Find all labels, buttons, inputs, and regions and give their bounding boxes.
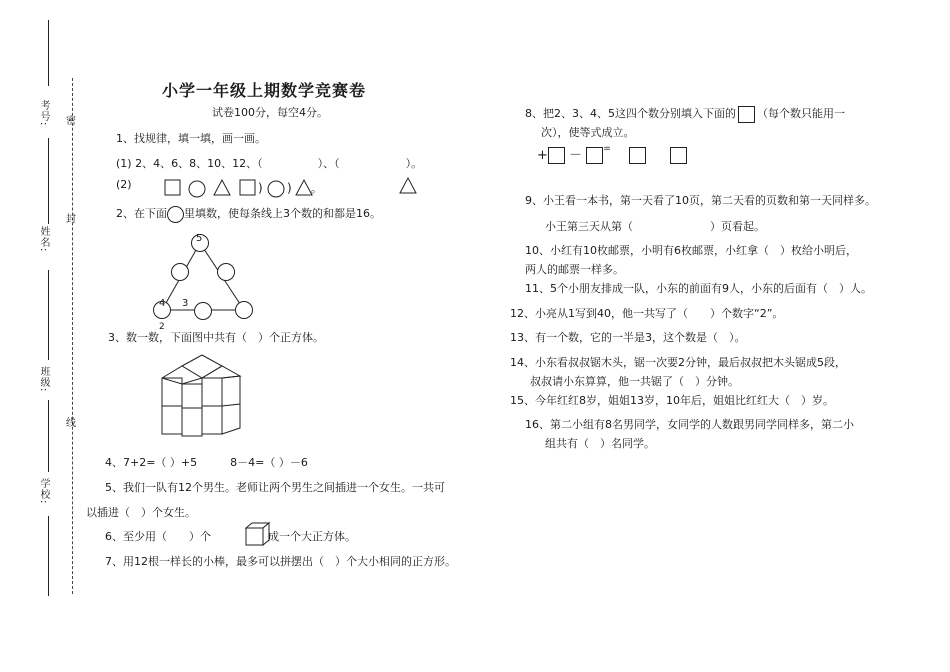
puzzle-number: 3: [182, 298, 189, 309]
puzzle-circle: [236, 302, 253, 319]
name-label: 姓名:: [38, 226, 49, 253]
q14-text-b: 叔叔请小东算算，他一共锯了（ ）分钟。: [530, 375, 739, 388]
binding-line: [48, 138, 49, 224]
q8-text: [525, 105, 845, 123]
binding-line-bottom: [48, 516, 49, 596]
equation-box: [548, 147, 565, 164]
binding-line: [48, 270, 49, 360]
q8-equation: [537, 144, 687, 164]
q13-text: 13、有一个数，它的一半是3，这个数是（ ）。: [510, 331, 746, 344]
q7-text: 7、用12根一样长的小棒，最多可以拼摆出（ ）个大小相同的正方形。: [105, 555, 456, 568]
q4-text: 4、7+2=（ ）+5 8－4=（ ）－6: [105, 456, 308, 469]
binding-line: [48, 400, 49, 472]
cube-stack-figure: [158, 352, 248, 442]
equation-box: [586, 147, 603, 164]
q2-text-a: 2、在下面: [116, 207, 167, 220]
q3-text: 3、数一数，下面图中共有（ ）个正方体。: [108, 331, 324, 344]
q5-text-b: 以插进（ ）个女生。: [86, 506, 196, 519]
svg-text:): ): [287, 181, 292, 195]
school-label: 学校:: [38, 478, 49, 505]
q1-1-text: (1) 2、4、6、8、10、12、（ ）、（ ）。: [116, 157, 423, 170]
triangle-puzzle: [150, 230, 260, 330]
equation-box: [670, 147, 687, 164]
q8-text-b: （每个数只能用一: [757, 107, 845, 120]
q12-text: 12、小亮从1写到40，他一共写了（ ）个数字“2”。: [510, 307, 784, 320]
circle-shape: [189, 181, 205, 197]
shape-pattern: [160, 176, 430, 200]
svg-text:): ): [258, 181, 263, 195]
q16-text-b: 组共有（ ）名同学。: [545, 437, 655, 450]
q8-text-a: 8、把2、3、4、5这四个数分别填入下面的: [525, 107, 736, 120]
puzzle-number: 2: [159, 322, 165, 332]
q16-text-a: 16、第二小组有8名男同学，女同学的人数跟男同学同样多，第二小: [525, 418, 854, 431]
q2-text: [116, 205, 381, 223]
q5-text-a: 5、我们一队有12个男生。老师让两个男生之间插进一个女生。一共可: [105, 481, 445, 494]
plus-sign: +: [537, 148, 548, 163]
exam-no-label: 考号:: [38, 100, 49, 127]
q6-text-c: 成一个大正方体。: [268, 530, 356, 543]
q14-text-a: 14、小东看叔叔锯木头，锯一次要2分钟，最后叔叔把木头锯成5段，: [510, 356, 846, 369]
q11-text: 11、5个小朋友排成一队，小东的前面有9人，小东的后面有（ ）人。: [525, 282, 872, 295]
seal-dotted-line: [72, 78, 73, 594]
q10-text-b: 两人的邮票一样多。: [525, 263, 624, 276]
q1-2-row: [116, 178, 132, 191]
seal-char-mi: 密: [66, 116, 76, 127]
triangle-shape: [296, 180, 312, 195]
q2-text-b: 里填数，使每条线上3个数的和都是16。: [184, 207, 381, 220]
q9-text-b: 小王第三天从第（ ）页看起。: [545, 220, 765, 233]
puzzle-number: 5: [196, 233, 203, 244]
page-title: 小学一年级上期数学竞赛卷: [162, 81, 367, 100]
triangle-shape: [400, 178, 416, 193]
class-label: 班级:: [38, 366, 49, 393]
seal-char-feng: 封: [66, 214, 76, 225]
seal-char-xian: 线: [66, 418, 76, 429]
q9-text-a: 9、小王看一本书，第一天看了10页，第二天看的页数和第一天同样多。: [525, 194, 876, 207]
triangle-shape: [214, 180, 230, 195]
equals-sign: =: [603, 144, 611, 154]
puzzle-circle: [195, 303, 212, 320]
square-shape: [165, 180, 180, 195]
blank-box-icon: [738, 106, 755, 123]
binding-line-top: [48, 20, 49, 86]
circle-blank-icon: [167, 206, 184, 223]
q1-2-dot: 。: [311, 182, 322, 195]
circle-shape: [268, 181, 284, 197]
puzzle-circle: [172, 264, 189, 281]
q1-2-label: (2): [116, 178, 132, 191]
puzzle-circle: [218, 264, 235, 281]
square-shape: [240, 180, 255, 195]
q8-text-c: 次），使等式成立。: [541, 126, 635, 139]
q6-text: [105, 528, 267, 544]
minus-sign: －: [569, 148, 583, 163]
equation-box: [629, 147, 646, 164]
q15-text: 15、今年红红8岁，姐姐13岁，10年后，姐姐比红红大（ ）岁。: [510, 394, 834, 407]
q1-text: 1、找规律，填一填，画一画。: [116, 132, 266, 145]
q10-text-a: 10、小红有10枚邮票，小明有6枚邮票，小红拿（ ）枚给小明后，: [525, 244, 857, 257]
q6-text-a: 6、至少用（ ）个: [105, 530, 211, 543]
puzzle-number: 4: [159, 298, 166, 309]
page-subtitle: 试卷100分，每空4分。: [212, 106, 328, 119]
